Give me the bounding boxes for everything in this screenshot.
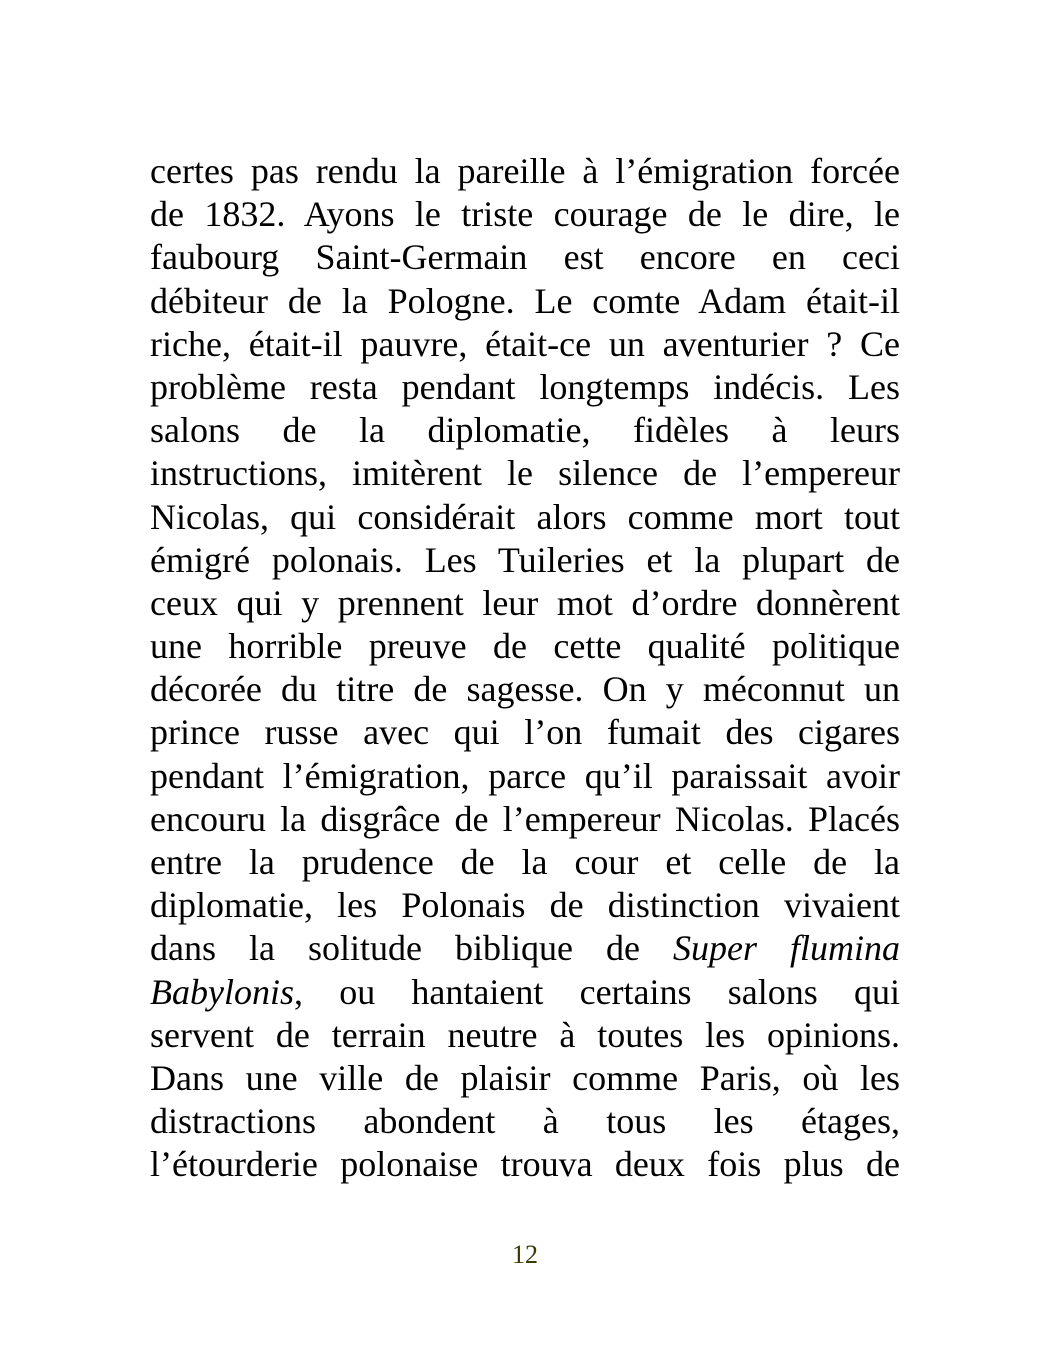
text-line: servent de terrain neutre à toutes les opinions. — [150, 1014, 900, 1055]
italic-title: Babylonis — [150, 971, 294, 1012]
text-line: décorée du titre de sagesse. On y méconnut un — [150, 669, 900, 710]
text-line: riche, était-il pauvre, était-ce un aventurier ? Ce — [150, 323, 900, 364]
text-line: Nicolas, qui considérait alors comme mort tout — [150, 496, 900, 537]
text-line-with-italic — [150, 971, 900, 1014]
text-line: diplomatie, les Polonais de distinction vivaient — [150, 885, 900, 926]
text-line: entre la prudence de la cour et celle de la — [150, 842, 900, 882]
text-line: de 1832. Ayons le triste courage de le dire, le — [150, 194, 900, 235]
text-line: pendant l’émigration, parce qu’il paraissait avoir — [150, 755, 900, 796]
text-line: émigré polonais. Les Tuileries et la plupart de — [150, 539, 900, 580]
text-line: faubourg Saint-Germain est encore en ceci — [150, 237, 900, 278]
page-number: 12 — [512, 1240, 538, 1269]
text-line: salons de la diplomatie, fidèles à leurs — [150, 410, 900, 451]
body-text — [150, 150, 900, 1187]
text-line: certes pas rendu la pareille à l’émigration forcée — [150, 151, 900, 191]
text-segment: dans la solitude biblique de — [150, 928, 673, 969]
text-line: l’étourderie polonaise trouva deux fois plus de — [150, 1144, 900, 1185]
text-segment: , ou hantaient certains salons qui — [293, 971, 900, 1012]
text-line: débiteur de la Pologne. Le comte Adam était-il — [150, 280, 900, 321]
text-line: une horrible preuve de cette qualité politique — [150, 626, 900, 667]
italic-title: Super flumina — [672, 928, 900, 969]
text-line: ceux qui y prennent leur mot d’ordre donnèrent — [150, 582, 900, 623]
text-line: prince russe avec qui l’on fumait des cigares — [150, 712, 900, 753]
text-line: distractions abondent à tous les étages, — [150, 1101, 900, 1142]
text-line: Dans une ville de plaisir comme Paris, où les — [150, 1057, 900, 1098]
text-line-with-italic — [150, 927, 900, 970]
text-line: problème resta pendant longtemps indécis. Les — [150, 366, 900, 407]
text-line: encouru la disgrâce de l’empereur Nicolas. Placés — [150, 798, 900, 839]
text-line: instructions, imitèrent le silence de l’empereur — [150, 453, 900, 494]
